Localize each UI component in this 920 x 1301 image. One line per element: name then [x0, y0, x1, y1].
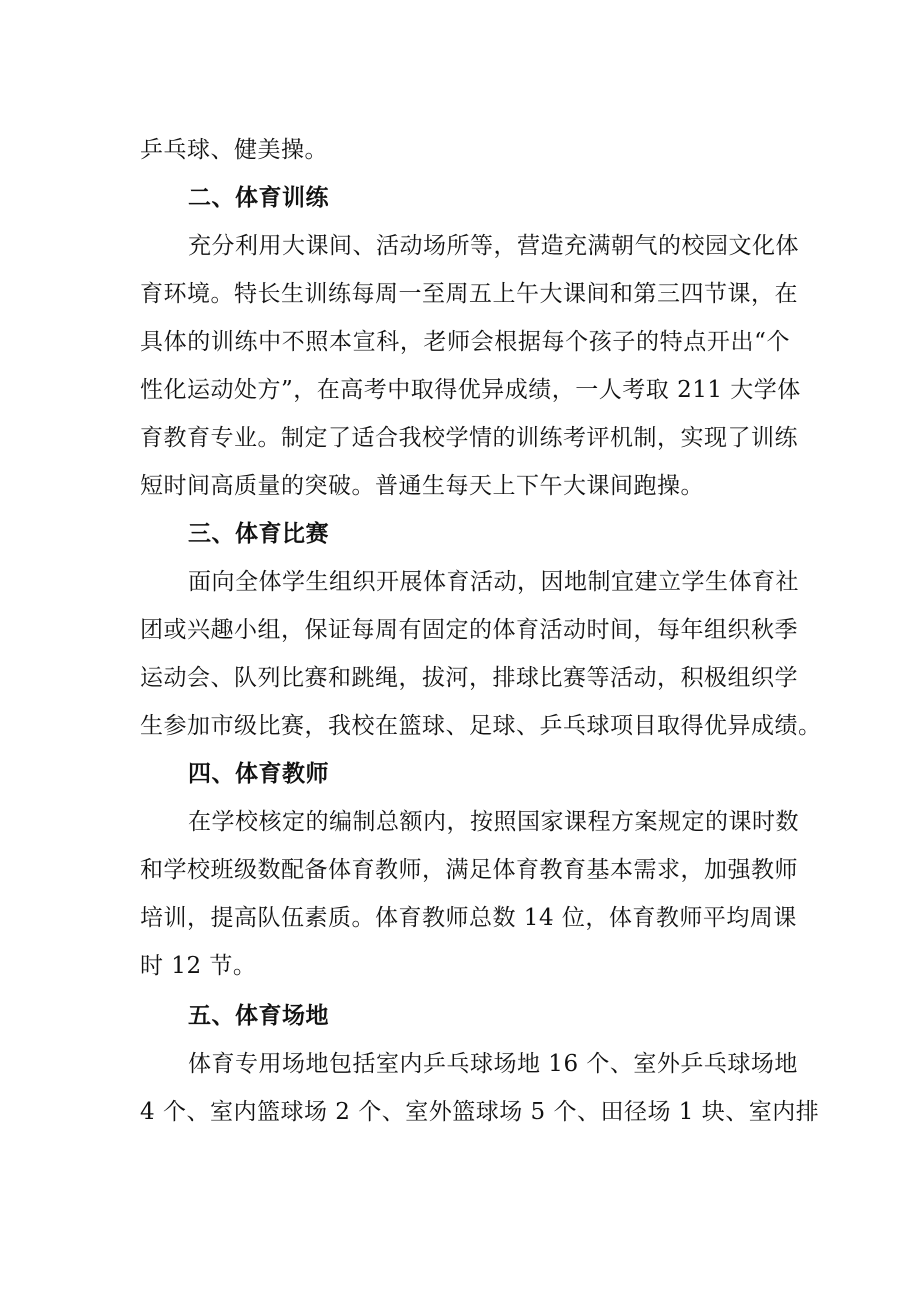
paragraph-line: 乒乓球、健美操。 — [140, 137, 328, 163]
paragraph-line: 短时间高质量的突破。普通生每天上下午大课间跑操。 — [140, 473, 704, 499]
paragraph-line: 性化运动处方”，在高考中取得优异成绩，一人考取 211 大学体 — [140, 377, 801, 403]
paragraph-line: 4 个、室内篮球场 2 个、室外篮球场 5 个、田径场 1 块、室内排 — [140, 1099, 820, 1125]
paragraph-line: 充分利用大课间、活动场所等，营造充满朝气的校园文化体 — [188, 233, 799, 259]
paragraph-line: 和学校班级数配备体育教师，满足体育教育基本需求，加强教师 — [140, 857, 798, 883]
paragraph-line: 面向全体学生组织开展体育活动，因地制宜建立学生体育社 — [188, 569, 799, 595]
paragraph-line: 体育专用场地包括室内乒乓球场地 16 个、室外乒乓球场地 — [188, 1051, 798, 1077]
section-heading-competition: 三、体育比赛 — [188, 521, 329, 547]
paragraph-line: 具体的训练中不照本宣科，老师会根据每个孩子的特点开出“个 — [140, 329, 790, 355]
paragraph-line: 育环境。特长生训练每周一至周五上午大课间和第三四节课，在 — [140, 281, 798, 307]
paragraph-line: 时 12 节。 — [140, 953, 257, 979]
paragraph-line: 生参加市级比赛，我校在篮球、足球、乒乓球项目取得优异成绩。 — [140, 713, 822, 739]
paragraph-line: 团或兴趣小组，保证每周有固定的体育活动时间，每年组织秋季 — [140, 617, 798, 643]
section-heading-teachers: 四、体育教师 — [188, 761, 329, 787]
paragraph-line: 培训，提高队伍素质。体育教师总数 14 位，体育教师平均周课 — [140, 905, 797, 931]
paragraph-line: 育教育专业。制定了适合我校学情的训练考评机制，实现了训练 — [140, 425, 798, 451]
section-heading-training: 二、体育训练 — [188, 185, 329, 211]
section-heading-venues: 五、体育场地 — [188, 1003, 329, 1029]
paragraph-line: 运动会、队列比赛和跳绳，拔河，排球比赛等活动，积极组织学 — [140, 665, 798, 691]
paragraph-line: 在学校核定的编制总额内，按照国家课程方案规定的课时数 — [188, 809, 799, 835]
